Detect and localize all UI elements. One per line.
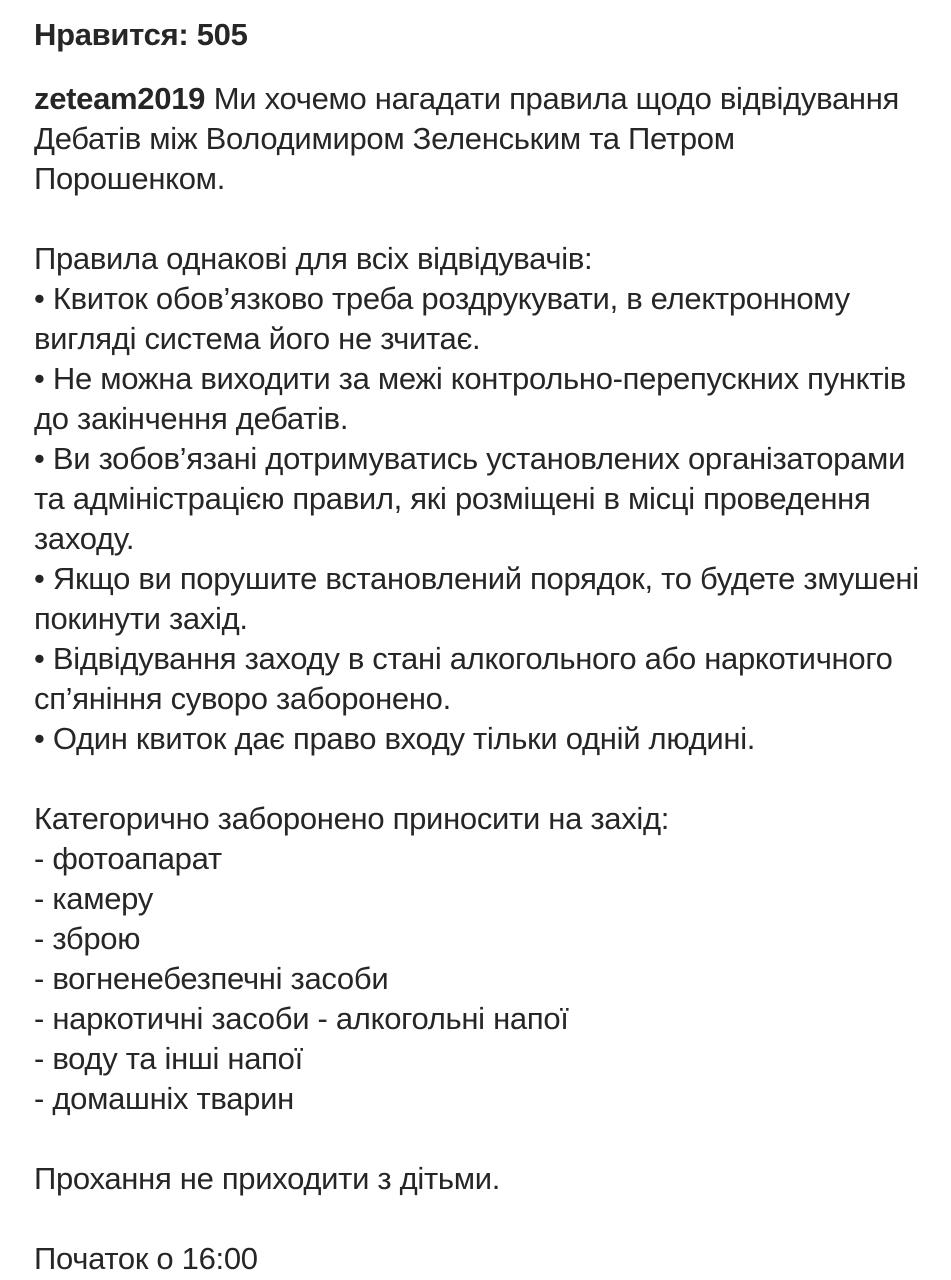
caption-blank-line (34, 1199, 929, 1239)
caption-paragraph: - зброю (34, 921, 141, 956)
caption-paragraph: - наркотичні засоби - алкогольні напої (34, 1001, 569, 1036)
caption-blank-line (34, 1119, 929, 1159)
caption-paragraph: - вогненебезпечні засоби (34, 961, 389, 996)
caption-paragraph: - фотоапарат (34, 841, 222, 876)
caption-paragraph: - домашніх тварин (34, 1081, 294, 1116)
caption-paragraph: Прохання не приходити з дітьми. (34, 1161, 501, 1196)
caption-blank-line (34, 759, 929, 799)
caption-paragraph: • Один квиток дає право входу тільки одній людині. (34, 721, 756, 756)
caption-paragraph: - камеру (34, 881, 153, 916)
likes-count[interactable]: Нравится: 505 (34, 17, 248, 52)
caption-paragraph: • Не можна виходити за межі контрольно-перепускних пунктів до закінчення дебатів. (34, 361, 906, 436)
caption-paragraph: • Ви зобов’язані дотримуватись установлених організаторами та адміністрацією правил, які розміщені в місці проведення заходу. (34, 441, 906, 556)
caption (34, 79, 929, 1279)
caption-blank-line (34, 199, 929, 239)
caption-paragraph: Початок о 16:00 (34, 1241, 258, 1276)
username-link[interactable]: zeteam2019 (34, 81, 206, 116)
caption-paragraph: Категорично заборонено приносити на захід: (34, 801, 670, 836)
caption-intro (34, 79, 929, 199)
caption-intro-text: Ми хочемо нагадати правила щодо відвідування Дебатів між Володимиром Зеленським та Петром Порошенком. (34, 81, 900, 196)
caption-paragraph: Правила однакові для всіх відвідувачів: (34, 241, 593, 276)
caption-paragraph: • Якщо ви порушите встановлений порядок, то будете змушені покинути захід. (34, 561, 919, 636)
caption-body (34, 199, 929, 1279)
caption-paragraph: - воду та інші напої (34, 1041, 303, 1076)
caption-paragraph: • Квиток обов’язково треба роздрукувати, в електронному вигляді система його не зчитає. (34, 281, 850, 356)
caption-paragraph: • Відвідування заходу в стані алкогольного або наркотичного сп’яніння суворо заборонено. (34, 641, 893, 716)
